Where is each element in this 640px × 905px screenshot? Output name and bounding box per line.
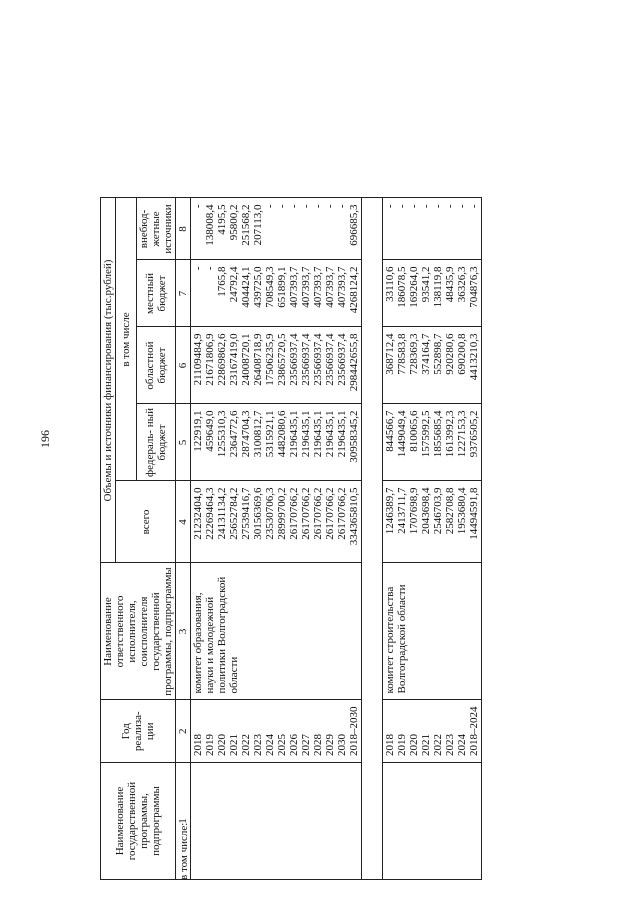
extrabudget-value: 251568,2: [240, 204, 252, 246]
column-number: 5: [176, 404, 191, 481]
regional-value: 728369,3: [408, 333, 420, 375]
extrabudget-value: -: [396, 204, 408, 209]
column-number: 7: [176, 260, 191, 327]
total-value: 2546703,9: [432, 487, 444, 535]
federal-value: 2196435,1: [288, 410, 300, 458]
extrabudget-value: -: [276, 204, 288, 209]
local-value: 407393,7: [336, 266, 348, 308]
regional-value: 920280,6: [444, 333, 456, 375]
extrabudget-value: 95800,2: [228, 204, 240, 241]
local-value: 407393,7: [324, 266, 336, 308]
federal-value: 4482080,6: [276, 410, 288, 458]
total-value: 25652784,2: [228, 487, 240, 540]
header-local: местный бюджет: [137, 260, 176, 327]
year-value: 2020: [216, 734, 228, 756]
regional-value: 24008720,1: [240, 333, 252, 386]
total-cell: [383, 481, 482, 563]
total-value: 2582708,8: [444, 487, 456, 535]
year-value: 2018–2024: [468, 706, 480, 756]
year-value: 2018: [192, 734, 204, 756]
extrabudget-value: -: [336, 204, 348, 209]
local-value: 407393,7: [288, 266, 300, 308]
year-value: 2029: [324, 734, 336, 756]
extrabudget-value: -: [420, 204, 432, 209]
extrabudget-value: -: [312, 204, 324, 209]
local-value: -: [192, 266, 204, 271]
local-value: 407393,7: [300, 266, 312, 308]
total-value: 27539416,7: [240, 487, 252, 540]
regional-cell: [383, 327, 482, 404]
total-value: 1246389,7: [384, 487, 396, 535]
column-number: 8: [176, 198, 191, 260]
total-cell: [191, 481, 362, 563]
header-federal: федераль- ный бюджет: [137, 404, 176, 481]
page-number: 196: [38, 430, 52, 448]
regional-value: 22869862,6: [216, 333, 228, 386]
federal-cell: [383, 404, 482, 481]
federal-value: 1255310,3: [216, 410, 228, 458]
column-number: 2: [176, 700, 191, 763]
header-regional: областной бюджет: [137, 327, 176, 404]
program-name-cell: [191, 763, 362, 880]
federal-value: 1449049,4: [396, 410, 408, 458]
local-cell: [191, 260, 362, 327]
regional-value: 23566937,4: [336, 333, 348, 386]
extrabudget-value: -: [192, 204, 204, 209]
federal-value: 9376505,2: [468, 410, 480, 458]
federal-value: 122919,1: [192, 410, 204, 452]
year-value: 2020: [408, 734, 420, 756]
regional-value: 552898,7: [432, 333, 444, 375]
header-extrabudget: внебюд- жетные источники: [137, 198, 176, 260]
federal-value: 810065,6: [408, 410, 420, 452]
year-value: 2022: [240, 734, 252, 756]
total-value: 2413711,7: [396, 487, 408, 534]
year-value: 2022: [432, 734, 444, 756]
regional-value: 23566937,4: [312, 333, 324, 386]
regional-value: 26408718,9: [252, 333, 264, 386]
extrabudget-value: -: [456, 204, 468, 209]
local-value: -: [204, 266, 216, 271]
column-number: 3: [176, 563, 191, 700]
regional-value: 23865720,5: [276, 333, 288, 386]
local-value: 404424,1: [240, 266, 252, 308]
local-value: 186078,5: [396, 266, 408, 308]
extrabudget-value: -: [324, 204, 336, 209]
total-value: 26170766,2: [288, 487, 300, 540]
header-including: в том числе: [116, 198, 137, 481]
header-year: Год реализа- ции: [101, 700, 176, 763]
year-value: 2027: [300, 734, 312, 756]
executor-text: комитет образования, науки и молодежной политики Волгоградской области: [192, 576, 240, 694]
year-value: 2024: [456, 734, 468, 756]
extrabudget-value: -: [468, 204, 480, 209]
regional-value: 298442655,8: [348, 333, 360, 392]
regional-value: 23566937,4: [300, 333, 312, 386]
year-value: 2018–2030: [348, 706, 360, 756]
local-value: 138119,8: [432, 266, 444, 308]
federal-value: 5315921,1: [264, 410, 276, 458]
federal-value: 2196435,1: [324, 410, 336, 458]
federal-value: 30958345,2: [348, 410, 360, 463]
year-value: 2018: [384, 734, 396, 756]
federal-value: 2364772,6: [228, 410, 240, 458]
local-value: 439725,0: [252, 266, 264, 308]
total-value: 21232404,0: [192, 487, 204, 540]
regional-value: 21109484,9: [192, 333, 204, 386]
column-number: 1: [176, 763, 191, 880]
year-value: 2023: [252, 734, 264, 756]
year-value: 2023: [444, 734, 456, 756]
extrabudget-value: 4195,5: [216, 204, 228, 235]
local-value: 4268124,2: [348, 266, 360, 314]
total-value: 28999700,2: [276, 487, 288, 540]
extrabudget-value: -: [444, 204, 456, 209]
regional-value: 23566937,4: [324, 333, 336, 386]
year-value: 2030: [336, 734, 348, 756]
federal-value: 1855685,4: [432, 410, 444, 458]
total-value: 30156369,6: [252, 487, 264, 540]
extrabudget-value: -: [288, 204, 300, 209]
intro-text: в том числе:: [178, 822, 190, 880]
total-value: 26170766,2: [300, 487, 312, 540]
header-executor: Наименование ответственного исполнителя, соисполнителя государственной программы, подпрограммы: [101, 563, 176, 700]
total-value: 24131134,2: [216, 487, 228, 540]
extrabudget-cell: [383, 198, 482, 260]
funding-table: [100, 198, 482, 881]
extrabudget-value: -: [408, 204, 420, 209]
federal-value: 1227153,3: [456, 410, 468, 458]
federal-value: 2196435,1: [312, 410, 324, 458]
federal-value: 2196435,1: [336, 410, 348, 458]
extrabudget-value: -: [432, 204, 444, 209]
total-value: 14494591,8: [468, 487, 480, 540]
regional-value: 23566937,4: [288, 333, 300, 386]
extrabudget-cell: [191, 198, 362, 260]
local-value: 93541,2: [420, 266, 432, 303]
regional-cell: [191, 327, 362, 404]
local-value: 407393,7: [312, 266, 324, 308]
extrabudget-value: 138008,4: [204, 204, 216, 246]
year-cell: [191, 700, 362, 763]
federal-value: 1575992,5: [420, 410, 432, 458]
local-value: 33110,6: [384, 266, 396, 302]
year-value: 2024: [264, 734, 276, 756]
year-value: 2019: [204, 734, 216, 756]
year-value: 2021: [420, 734, 432, 756]
executor-cell: [383, 563, 482, 700]
executor-cell: [191, 563, 362, 700]
executor-text: комитет строительства Волгоградской области: [384, 584, 408, 694]
federal-value: 1613992,3: [444, 410, 456, 458]
header-funding: Объемы и источники финансирования (тыс.рублей): [101, 198, 116, 563]
year-value: 2021: [228, 734, 240, 756]
local-value: 36326,3: [456, 266, 468, 303]
year-value: 2019: [396, 734, 408, 756]
total-value: 2043698,4: [420, 487, 432, 535]
column-number: 6: [176, 327, 191, 404]
regional-value: 21671806,9: [204, 333, 216, 386]
local-value: 48435,9: [444, 266, 456, 303]
table-row: [191, 198, 362, 880]
regional-value: 778583,8: [396, 333, 408, 375]
header-program: Наименование государственной программы, подпрограммы: [101, 763, 176, 880]
header-total: всего: [116, 481, 176, 563]
local-value: 708549,3: [264, 266, 276, 308]
table-row: [383, 198, 482, 880]
extrabudget-value: 207113,0: [252, 204, 264, 246]
extrabudget-value: -: [300, 204, 312, 209]
total-value: 22269464,3: [204, 487, 216, 540]
total-value: 26170766,2: [336, 487, 348, 540]
rotated-table-page: [0, 30, 540, 880]
regional-value: 23167419,0: [228, 333, 240, 386]
total-value: 23530706,3: [264, 487, 276, 540]
local-value: 651899,1: [276, 266, 288, 308]
program-name-cell: [383, 763, 482, 880]
federal-value: 459649,0: [204, 410, 216, 452]
regional-value: 374164,7: [420, 333, 432, 375]
federal-value: 2196435,1: [300, 410, 312, 458]
local-value: 704876,3: [468, 266, 480, 308]
year-value: 2026: [288, 734, 300, 756]
local-value: 24792,4: [228, 266, 240, 303]
block-spacer: [362, 198, 383, 880]
local-value: 169264,0: [408, 266, 420, 308]
regional-value: 690200,8: [456, 333, 468, 375]
regional-value: 4413210,3: [468, 333, 480, 381]
extrabudget-value: 696685,3: [348, 204, 360, 246]
total-value: 334365810,5: [348, 487, 360, 546]
year-value: 2028: [312, 734, 324, 756]
regional-value: 368712,4: [384, 333, 396, 375]
column-number: 4: [176, 481, 191, 563]
federal-value: 2874704,3: [240, 410, 252, 458]
year-cell: [383, 700, 482, 763]
total-value: 26170766,2: [324, 487, 336, 540]
local-cell: [383, 260, 482, 327]
regional-value: 17506235,9: [264, 333, 276, 386]
table-body: [191, 198, 482, 880]
local-value: 1765,8: [216, 266, 228, 297]
federal-value: 3100812,7: [252, 410, 264, 458]
federal-cell: [191, 404, 362, 481]
extrabudget-value: -: [264, 204, 276, 209]
federal-value: 844566,7: [384, 410, 396, 452]
total-value: 1707698,9: [408, 487, 420, 535]
total-value: 1953680,4: [456, 487, 468, 535]
year-value: 2025: [276, 734, 288, 756]
total-value: 26170766,2: [312, 487, 324, 540]
extrabudget-value: -: [384, 204, 396, 209]
